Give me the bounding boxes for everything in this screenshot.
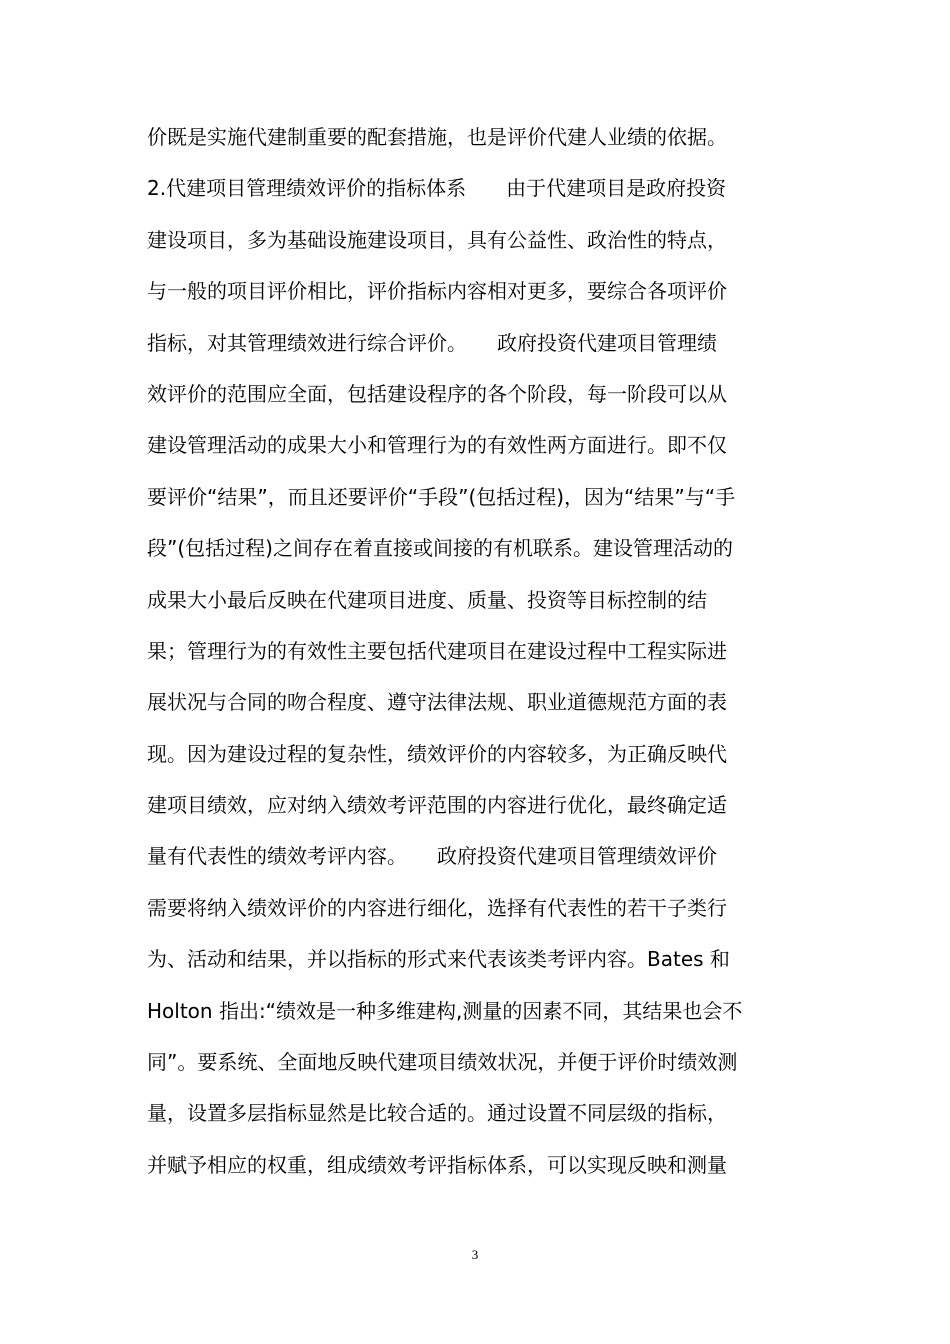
text-line-3: 建设项目，多为基础设施建设项目，具有公益性、政治性的特点， [147,227,727,252]
text-line-17: 为、活动和结果，并以指标的形式来代表该类考评内容。Bates 和 [147,947,730,972]
body-text [147,112,827,1191]
text-line-14: 建项目绩效，应对纳入绩效考评范围的内容进行优化，最终确定适 [147,793,727,818]
text-line-1: 价既是实施代建制重要的配套措施，也是评价代建人业绩的依据。 [147,125,727,149]
text-line-8: 要评价“结果”，而且还要评价“手段”(包括过程)，因为“结果”与“手 [147,484,736,509]
page-number: 3 [471,1247,479,1262]
text-line-10: 成果大小最后反映在代建项目进度、质量、投资等目标控制的结 [147,587,707,612]
text-line-9: 段”(包括过程)之间存在着直接或间接的有机联系。建设管理活动的 [147,536,733,561]
text-line-4: 与一般的项目评价相比，评价指标内容相对更多，要综合各项评价 [147,279,727,304]
text-line-19: 同”。要系统、全面地反映代建项目绩效状况，并便于评价时绩效测 [147,1050,738,1075]
text-line-12: 展状况与合同的吻合程度、遵守法律法规、职业道德规范方面的表 [147,690,727,715]
text-line-21: 并赋予相应的权重，组成绩效考评指标体系，可以实现反映和测量 [147,1152,727,1177]
text-line-16: 需要将纳入绩效评价的内容进行细化，选择有代表性的若干子类行 [147,895,727,920]
text-line-7: 建设管理活动的成果大小和管理行为的有效性两方面进行。即不仅 [147,433,727,458]
text-line-6: 效评价的范围应全面，包括建设程序的各个阶段，每一阶段可以从 [147,381,727,406]
text-line-11: 果；管理行为的有效性主要包括代建项目在建设过程中工程实际进 [147,638,727,663]
text-line-15: 量有代表性的绩效考评内容。 政府投资代建项目管理绩效评价 [147,844,717,869]
text-line-18: Holton 指出:“绩效是一种多维建构,测量的因素不同，其结果也会不 [147,998,743,1023]
text-line-20: 量，设置多层指标显然是比较合适的。通过设置不同层级的指标， [147,1101,727,1126]
text-line-5: 指标，对其管理绩效进行综合评价。 政府投资代建项目管理绩 [147,330,717,355]
text-line-13: 现。因为建设过程的复杂性，绩效评价的内容较多，为正确反映代 [147,741,727,766]
text-line-2: 2.代建项目管理绩效评价的指标体系 由于代建项目是政府投资 [147,176,727,201]
